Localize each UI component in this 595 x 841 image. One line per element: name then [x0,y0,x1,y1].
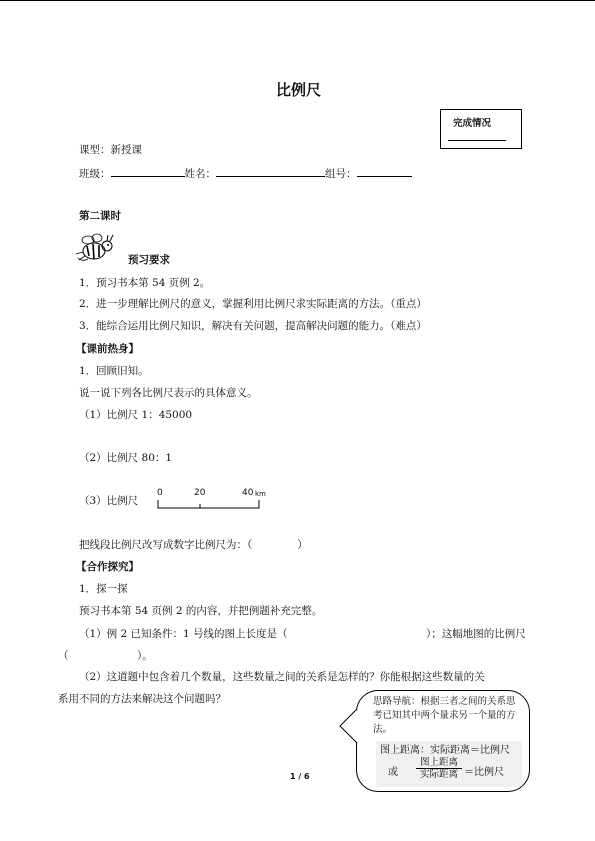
hint-bubble [356,690,530,792]
question-1-line-2-open: （ [58,650,69,662]
group-field[interactable] [357,165,412,177]
preview-item: 3．能综合运用比例尺知识，解决有关问题，提高解决问题的能力。（难点） [79,320,427,332]
formula-result: ＝比例尺 [464,767,504,778]
lesson-type: 课型：新授课 [79,144,142,156]
bee-mascot-icon [72,232,116,264]
group-label: 组号： [325,168,357,180]
warmup-line: 说一说下列各比例尺表示的具体意义。 [79,387,258,399]
hint-text: 思路导航：根据三者之间的关系思考已知其中两个量求另一个量的方法。 [373,696,516,735]
name-label: 姓名： [184,168,216,180]
formula-or: 或 [388,767,398,778]
formula-numerator: 图上距离 [416,757,462,769]
preview-heading: 预习要求 [128,254,170,266]
scale-bar-line [157,498,267,510]
completion-status-label: 完成情况 [453,118,492,129]
completion-status-box [440,109,522,149]
page-title: 比例尺 [276,81,322,99]
convert-prompt: 把线段比例尺改写成数字比例尺为：（ ） [79,539,308,551]
question-1-line-2-close: ）。 [137,650,153,662]
question-1-line-1: （1）例 2 已知条件：1 号线的图上长度是（ [79,628,288,640]
explore-line: 预习书本第 54 页例 2 的内容，并把例题补充完整。 [79,605,323,617]
class-field[interactable] [111,165,185,177]
warmup-line: （2）比例尺 80：1 [79,452,173,464]
warmup-line: 1．回顾旧知。 [79,365,149,377]
page-number: 1 / 6 [290,772,310,781]
scale-bar-label: 20 [194,488,206,498]
bubble-pointer [339,708,359,744]
preview-item: 1．预习书本第 54 页例 2。 [79,277,211,289]
preview-item: 2．进一步理解比例尺的意义，掌握利用比例尺求实际距离的方法。（重点） [79,298,427,310]
class-label: 班级： [79,168,111,180]
top-rule [0,0,595,1]
formula-line: 图上距离：实际距离＝比例尺 [380,745,510,756]
name-field[interactable] [216,165,325,177]
question-2-line-1: （2）这道题中包含着几个数量，这些数量之间的关系是怎样的？你能根据这些数量的关 [79,671,485,683]
explore-line: 1．探一探 [79,583,128,595]
student-info-line [79,165,412,181]
explore-heading: 【合作探究】 [76,561,139,573]
formula-image [376,741,522,787]
scale-bar-label: 40 [242,488,254,498]
period-heading: 第二课时 [79,210,121,222]
scale-bar-unit: km [255,490,266,498]
formula-denominator: 实际距离 [419,769,458,780]
scale-bar-label: 0 [157,488,163,498]
question-1-line-1-cont: ）；这幅地图的比例尺 [426,628,526,640]
warmup-line: （1）比例尺 1：45000 [79,409,193,421]
completion-status-blank[interactable] [448,140,506,141]
warmup-heading: 【课前热身】 [76,343,139,355]
warmup-line: （3）比例尺 [79,495,139,507]
question-2-line-2: 系用不同的方法来解决这个问题吗？ [58,693,226,705]
